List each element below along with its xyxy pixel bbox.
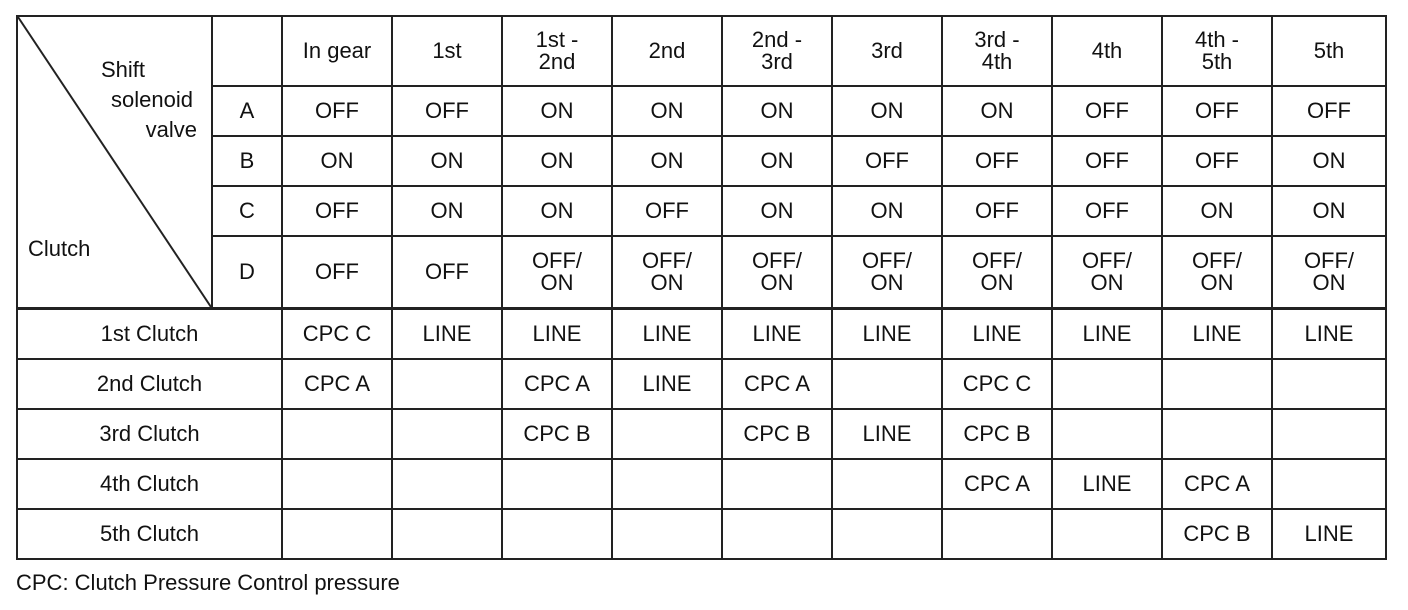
- table-cell: [1052, 359, 1162, 409]
- table-cell: ON: [942, 86, 1052, 136]
- table-cell: [282, 509, 392, 559]
- table-cell: OFF: [612, 186, 722, 236]
- table-cell: [502, 509, 612, 559]
- column-header: 3rd - 4th: [942, 16, 1052, 86]
- table-cell: OFF: [282, 86, 392, 136]
- table-cell: [1272, 459, 1386, 509]
- empty-header-cell: [212, 16, 282, 86]
- corner-label-line: solenoid: [111, 87, 193, 112]
- table-cell: LINE: [832, 308, 942, 358]
- table-cell: OFF: [392, 86, 502, 136]
- table-cell: ON: [722, 136, 832, 186]
- clutch-row: [17, 509, 1386, 559]
- table-cell: ON: [502, 186, 612, 236]
- table-cell: ON: [282, 136, 392, 186]
- table-cell: OFF: [1052, 136, 1162, 186]
- table-cell: CPC C: [282, 308, 392, 358]
- table-cell: ON: [832, 86, 942, 136]
- table-cell: [1272, 409, 1386, 459]
- footnote: CPC: Clutch Pressure Control pressure: [16, 570, 400, 595]
- table-cell: [1162, 409, 1272, 459]
- table-cell: [392, 359, 502, 409]
- table-cell: [832, 359, 942, 409]
- table-cell: OFF/ ON: [722, 236, 832, 308]
- table-cell: [1052, 409, 1162, 459]
- table-cell: ON: [1272, 136, 1386, 186]
- table-cell: [722, 459, 832, 509]
- table-cell: ON: [392, 186, 502, 236]
- table-cell: OFF/ ON: [832, 236, 942, 308]
- table-cell: [942, 509, 1052, 559]
- clutch-name: 5th Clutch: [17, 509, 282, 559]
- clutch-row: [17, 308, 1386, 358]
- table-cell: CPC B: [502, 409, 612, 459]
- table-cell: CPC A: [282, 359, 392, 409]
- table-cell: [832, 509, 942, 559]
- table-cell: OFF/ ON: [1162, 236, 1272, 308]
- table-cell: CPC A: [502, 359, 612, 409]
- table-cell: [612, 509, 722, 559]
- solenoid-name: D: [212, 236, 282, 308]
- clutch-row: [17, 459, 1386, 509]
- corner-clutch-label: Clutch: [28, 236, 91, 261]
- solenoid-name: A: [212, 86, 282, 136]
- table-cell: CPC A: [1162, 459, 1272, 509]
- table-cell: ON: [612, 86, 722, 136]
- table-cell: [392, 409, 502, 459]
- column-header: 5th: [1272, 16, 1386, 86]
- corner-shift-solenoid-label: [101, 55, 197, 145]
- corner-label-line: Shift: [100, 57, 145, 82]
- table-cell: CPC B: [722, 409, 832, 459]
- table-cell: [1052, 509, 1162, 559]
- table-cell: LINE: [392, 308, 502, 358]
- table-cell: LINE: [612, 359, 722, 409]
- clutch-name: 1st Clutch: [17, 308, 282, 358]
- header-row: [17, 16, 1386, 86]
- clutch-row: [17, 359, 1386, 409]
- table-cell: OFF/ ON: [1272, 236, 1386, 308]
- column-header: 3rd: [832, 16, 942, 86]
- table-cell: OFF: [1162, 86, 1272, 136]
- table-cell: LINE: [1162, 308, 1272, 358]
- table-cell: LINE: [832, 409, 942, 459]
- table-cell: OFF: [282, 236, 392, 308]
- shift-solenoid-clutch-table: [16, 15, 1387, 560]
- table-cell: LINE: [612, 308, 722, 358]
- table-cell: OFF: [1272, 86, 1386, 136]
- table-cell: OFF/ ON: [612, 236, 722, 308]
- clutch-name: 4th Clutch: [17, 459, 282, 509]
- table-cell: ON: [392, 136, 502, 186]
- clutch-name: 3rd Clutch: [17, 409, 282, 459]
- table-cell: ON: [612, 136, 722, 186]
- table-cell: ON: [722, 86, 832, 136]
- solenoid-row: [17, 86, 1386, 136]
- corner-header-cell: [17, 16, 212, 308]
- solenoid-name: B: [212, 136, 282, 186]
- table-cell: [1272, 359, 1386, 409]
- clutch-row: [17, 409, 1386, 459]
- table-cell: LINE: [722, 308, 832, 358]
- table-cell: ON: [502, 86, 612, 136]
- table-cell: ON: [832, 186, 942, 236]
- table-cell: [392, 459, 502, 509]
- table-cell: [612, 409, 722, 459]
- table-cell: OFF: [942, 186, 1052, 236]
- column-header: In gear: [282, 16, 392, 86]
- table-cell: OFF: [1052, 186, 1162, 236]
- clutch-name: 2nd Clutch: [17, 359, 282, 409]
- table-cell: [392, 509, 502, 559]
- column-header: 2nd - 3rd: [722, 16, 832, 86]
- table-cell: CPC C: [942, 359, 1052, 409]
- table-cell: LINE: [502, 308, 612, 358]
- table-cell: ON: [502, 136, 612, 186]
- table-cell: CPC A: [722, 359, 832, 409]
- table-cell: ON: [1162, 186, 1272, 236]
- column-header: 4th - 5th: [1162, 16, 1272, 86]
- solenoid-row: [17, 136, 1386, 186]
- table-cell: OFF/ ON: [502, 236, 612, 308]
- table-cell: OFF: [942, 136, 1052, 186]
- table-cell: [722, 509, 832, 559]
- column-header: 1st - 2nd: [502, 16, 612, 86]
- solenoid-row: [17, 236, 1386, 308]
- solenoid-row: [17, 186, 1386, 236]
- table-cell: [282, 459, 392, 509]
- column-header: 2nd: [612, 16, 722, 86]
- solenoid-name: C: [212, 186, 282, 236]
- table-cell: LINE: [1052, 308, 1162, 358]
- table-cell: [1162, 359, 1272, 409]
- table-cell: ON: [1272, 186, 1386, 236]
- table-cell: [832, 459, 942, 509]
- table-cell: OFF: [1052, 86, 1162, 136]
- table-cell: OFF: [832, 136, 942, 186]
- table-cell: LINE: [1272, 308, 1386, 358]
- table-cell: ON: [722, 186, 832, 236]
- table-cell: CPC B: [1162, 509, 1272, 559]
- column-header: 1st: [392, 16, 502, 86]
- table-cell: OFF/ ON: [1052, 236, 1162, 308]
- table-cell: [282, 409, 392, 459]
- table-cell: OFF: [1162, 136, 1272, 186]
- table-cell: OFF: [282, 186, 392, 236]
- table-cell: [502, 459, 612, 509]
- corner-label-line: valve: [145, 117, 197, 142]
- table-cell: OFF: [392, 236, 502, 308]
- table-cell: LINE: [942, 308, 1052, 358]
- table-cell: LINE: [1052, 459, 1162, 509]
- table-cell: LINE: [1272, 509, 1386, 559]
- column-header: 4th: [1052, 16, 1162, 86]
- table-cell: OFF/ ON: [942, 236, 1052, 308]
- table-cell: CPC B: [942, 409, 1052, 459]
- table-cell: CPC A: [942, 459, 1052, 509]
- table-cell: [612, 459, 722, 509]
